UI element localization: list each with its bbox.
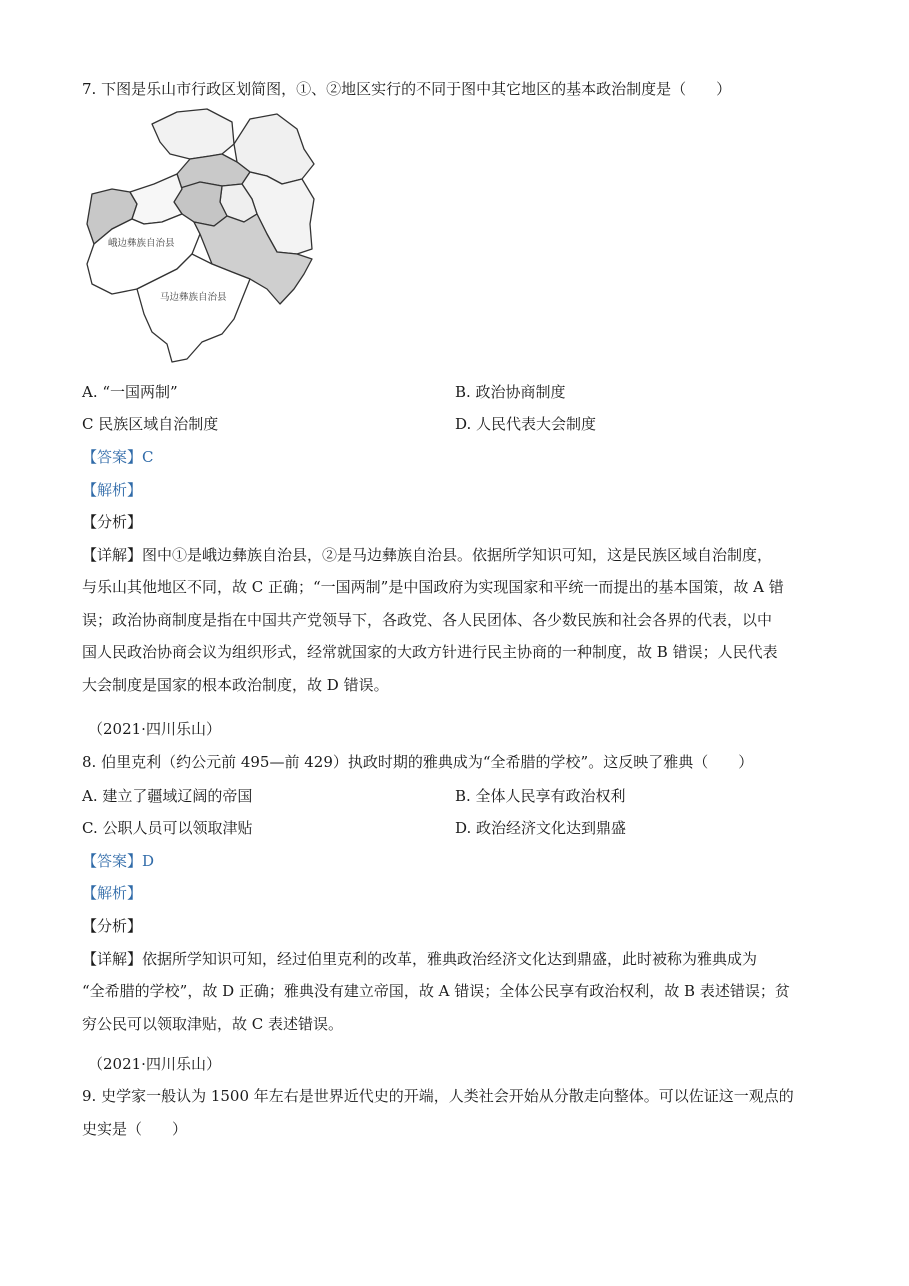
q7-stem: 7. 下图是乐山市行政区划简图，①、②地区实行的不同于图中其它地区的基本政治制度是（ ） <box>82 80 732 98</box>
q7-detail-line-1: 【详解】图中①是峨边彝族自治县，②是马边彝族自治县。依据所学知识可知，这是民族区域自治制度， <box>82 546 773 564</box>
q7-option-b: B. 政治协商制度 <box>455 383 566 401</box>
q7-option-c: C 民族区域自治制度 <box>82 415 219 433</box>
q8-detail-line-1: 【详解】依据所学知识可知，经过伯里克利的改革，雅典政治经济文化达到鼎盛，此时被称为雅典成为 <box>82 950 758 968</box>
q8-analysis-tag: 【解析】 <box>82 884 143 902</box>
q9-stem-line-2: 史实是（ ） <box>82 1120 188 1138</box>
q7-detail-line-5: 大会制度是国家的根本政治制度，故 D 错误。 <box>82 676 389 694</box>
q7-detail-line-2: 与乐山其他地区不同，故 C 正确；“一国两制”是中国政府为实现国家和平统一而提出的基本国策，故 A 错 <box>82 578 784 596</box>
q8-option-b: B. 全体人民享有政治权利 <box>455 787 626 805</box>
q8-source: （2021·四川乐山） <box>88 1055 221 1073</box>
q7-analysis-tag: 【解析】 <box>82 481 143 499</box>
leshan-district-map <box>82 104 332 366</box>
q7-answer-tag: 【答案】C <box>82 448 154 466</box>
q8-detail-line-3: 穷公民可以领取津贴，故 C 表述错误。 <box>82 1015 344 1033</box>
q7-option-a: A. “一国两制” <box>82 383 178 401</box>
q8-detail-line-2: “全希腊的学校”，故 D 正确；雅典没有建立帝国，故 A 错误；全体公民享有政治权利，故 B 表述错误；贫 <box>82 982 790 1000</box>
q8-fenxi-tag: 【分析】 <box>82 917 143 935</box>
q7-detail-line-3: 误；政治协商制度是指在中国共产党领导下，各政党、各人民团体、各少数民族和社会各界的代表，以中 <box>82 611 773 629</box>
q9-stem-line-1: 9. 史学家一般认为 1500 年左右是世界近代史的开端，人类社会开始从分散走向整体。可以佐证这一观点的 <box>82 1087 794 1105</box>
q7-fenxi-tag: 【分析】 <box>82 513 143 531</box>
q7-source: （2021·四川乐山） <box>88 720 221 738</box>
map-region-north <box>152 109 234 159</box>
q7-detail-line-4: 国人民政治协商会议为组织形式，经常就国家的大政方针进行民主协商的一种制度，故 B 错误；人民代表 <box>82 643 778 661</box>
q8-option-d: D. 政治经济文化达到鼎盛 <box>455 819 627 837</box>
q8-option-c: C. 公职人员可以领取津贴 <box>82 819 253 837</box>
map-label-mabian: 马边彝族自治县 <box>160 292 227 303</box>
q8-option-a: A. 建立了疆域辽阔的帝国 <box>82 787 253 805</box>
q8-answer-tag: 【答案】D <box>82 852 155 870</box>
map-label-ebian: 峨边彝族自治县 <box>108 238 175 249</box>
q8-stem: 8. 伯里克利（约公元前 495—前 429）执政时期的雅典成为“全希腊的学校”。这反映了雅典（ ） <box>82 753 754 771</box>
q7-option-d: D. 人民代表大会制度 <box>455 415 597 433</box>
